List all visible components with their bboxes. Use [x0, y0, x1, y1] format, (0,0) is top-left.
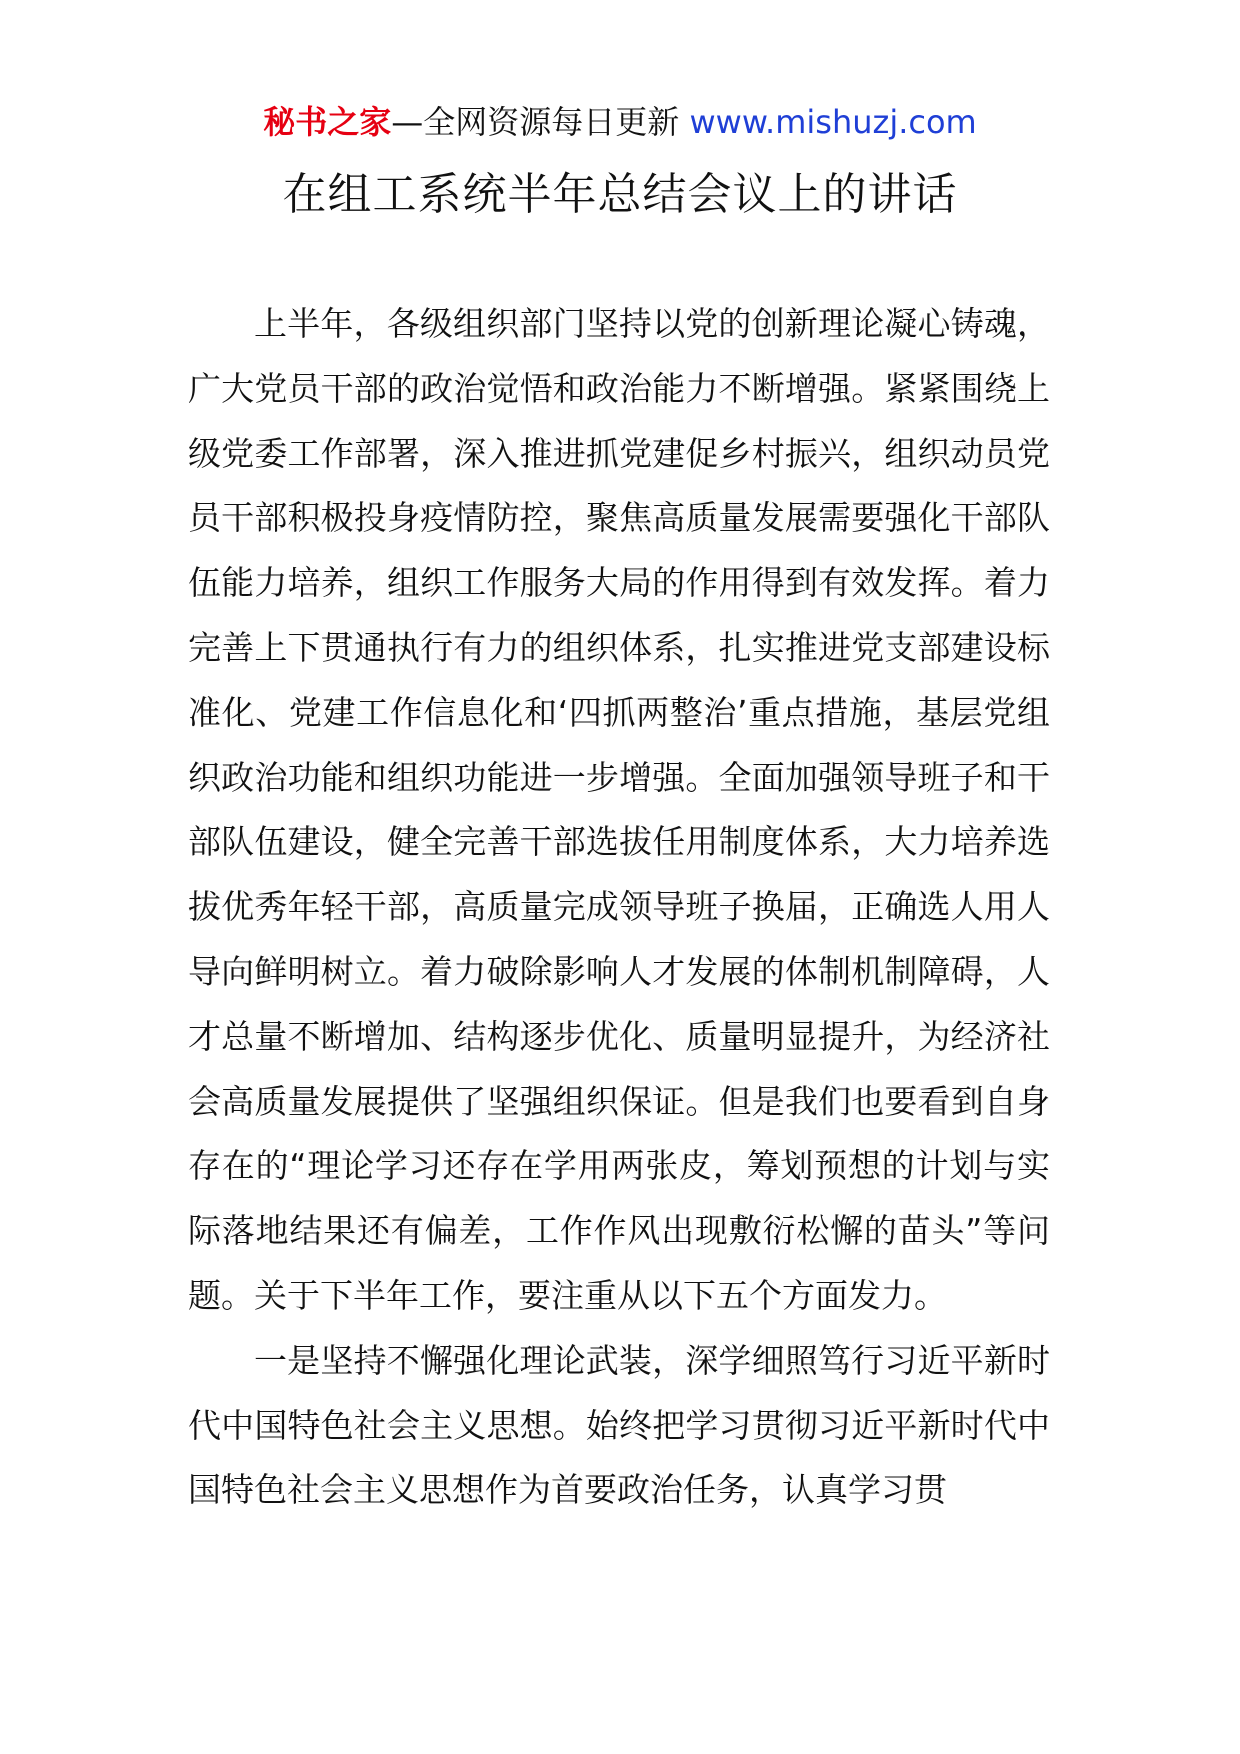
document-body [188, 292, 1050, 1523]
site-tagline: —全网资源每日更新 [391, 103, 690, 141]
paragraph: 一是坚持不懈强化理论武装，深学细照笃行习近平新时代中国特色社会主义思想。始终把学习贯彻习近平新时代中国特色社会主义思想作为首要政治任务，认真学习贯 [188, 1340, 1050, 1510]
site-brand: 秘书之家 [263, 103, 392, 141]
site-header [0, 100, 1240, 144]
site-url[interactable]: www.mishuzj.com [689, 103, 977, 141]
paragraph: 上半年，各级组织部门坚持以党的创新理论凝心铸魂，广大党员干部的政治觉悟和政治能力不断增强。紧紧围绕上级党委工作部署，深入推进抓党建促乡村振兴，组织动员党员干部积极投身疫情防控，聚焦高质量发展需要强化干部队伍能力培养，组织工作服务大局的作用得到有效发挥。着力完善上下贯通执行有力的组织体系，扎实推进党支部建设标准化、党建工作信息化和‘四抓两整治’重点措施，基层党组织政治功能和组织功能进一步增强。全面加强领导班子和干部队伍建设，健全完善干部选拔任用制度体系，大力培养选拔优秀年轻干部，高质量完成领导班子换届，正确选人用人导向鲜明树立。着力破除影响人才发展的体制机制障碍，人才总量不断增加、结构逐步优化、质量明显提升，为经济社会高质量发展提供了坚强组织保证。但是我们也要看到自身存在的“理论学习还存在学用两张皮，筹划预想的计划与实际落地结果还有偏差，工作作风出现敷衍松懈的苗头”等问题。关于下半年工作，要注重从以下五个方面发力。 [188, 304, 1050, 1315]
document-title: 在组工系统半年总结会议上的讲话 [282, 169, 958, 220]
